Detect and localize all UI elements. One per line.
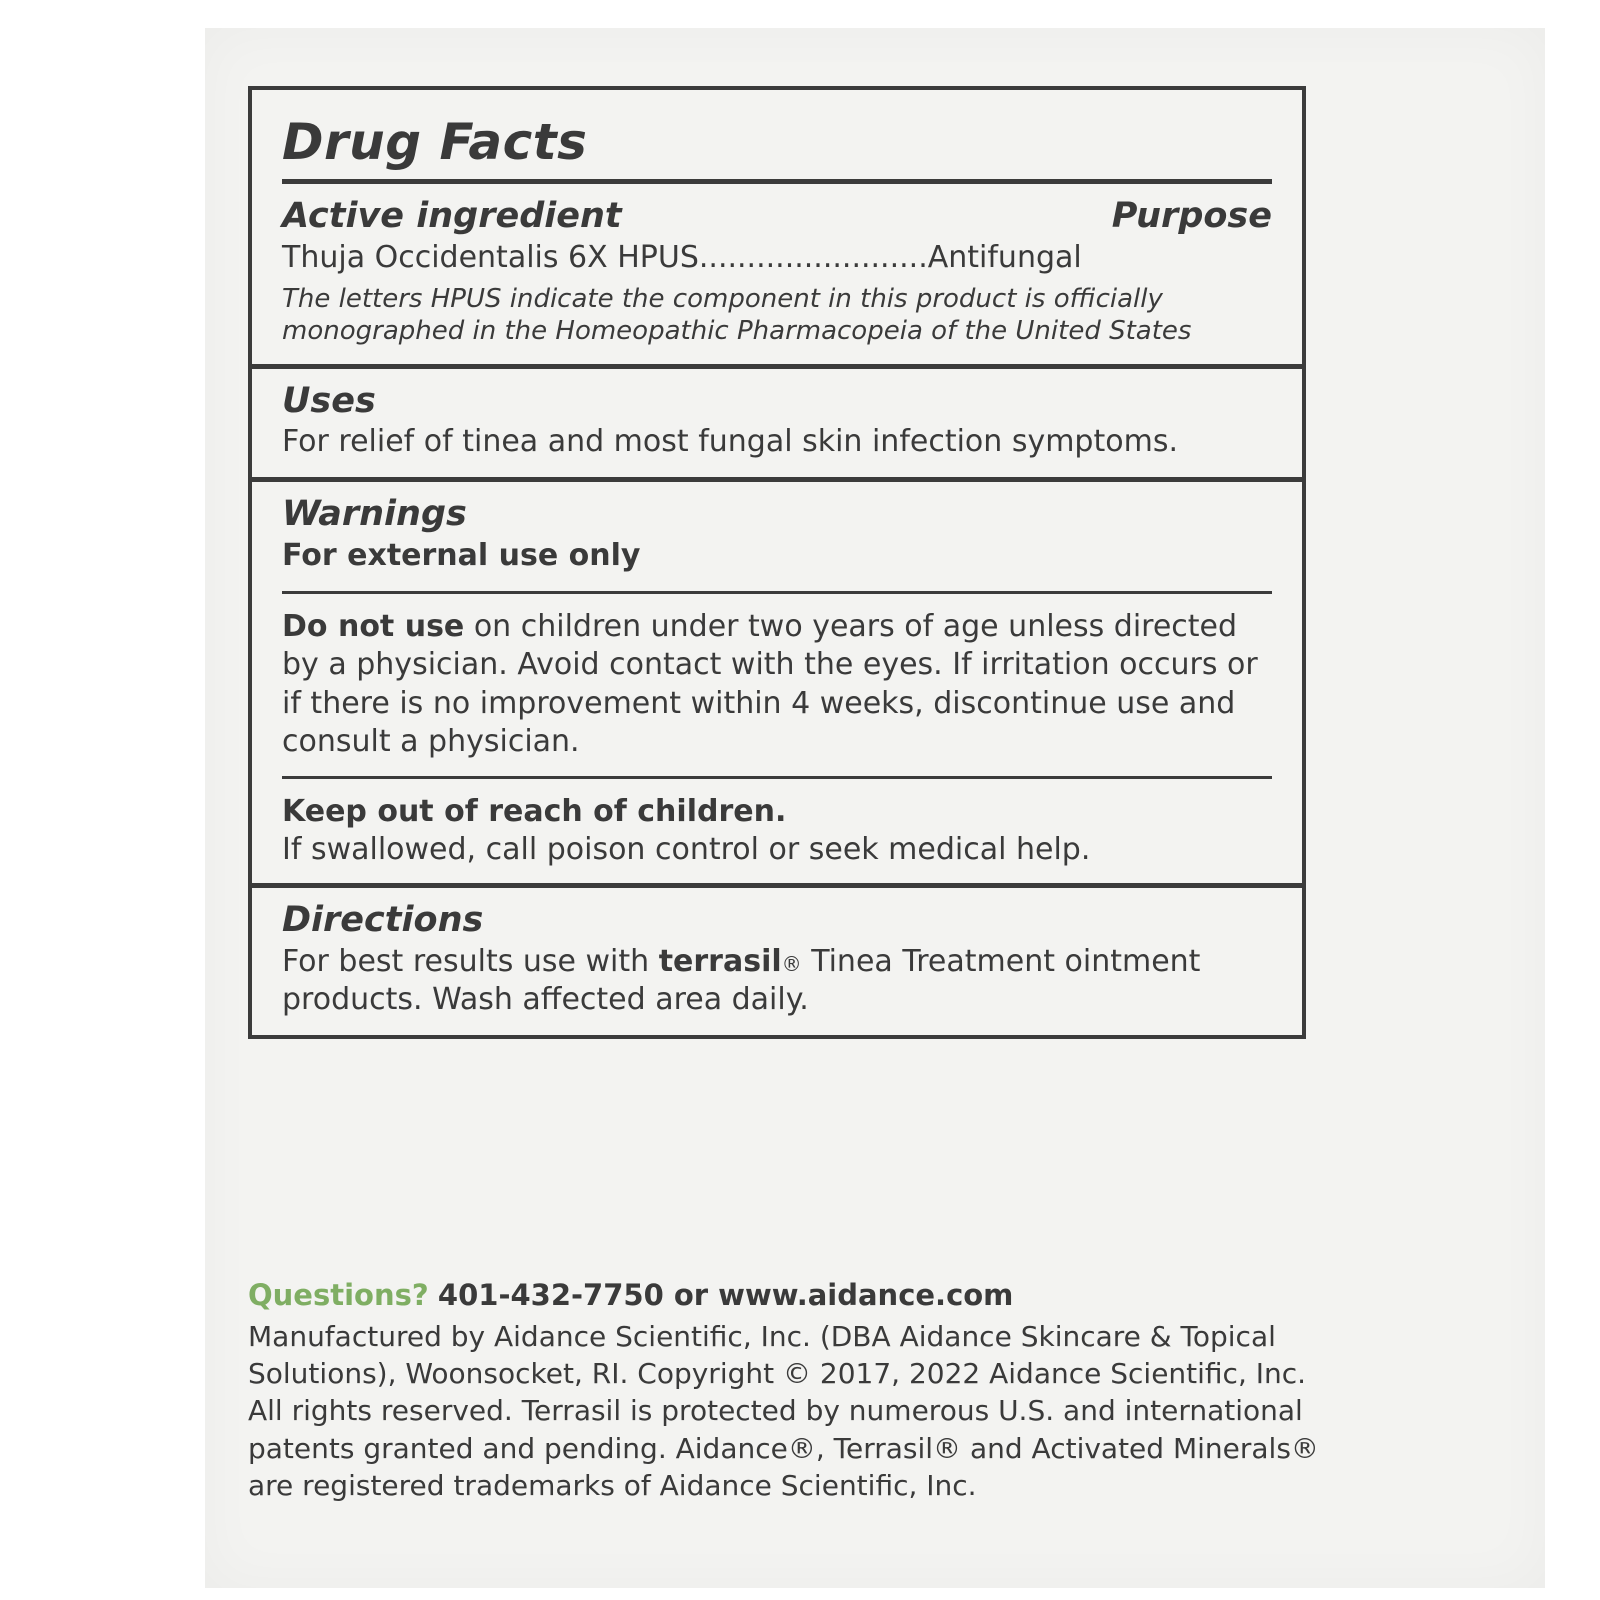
active-ingredient-line: Thuja Occidentalis 6X HPUS........................Antifungal xyxy=(282,239,1082,275)
uses-text: For relief of tinea and most fungal skin infection symptoms. xyxy=(282,424,1178,459)
directions-text-before: For best results use with xyxy=(282,943,659,979)
keep-out-text: If swallowed, call poison control or seek medical help. xyxy=(282,831,1091,867)
drug-facts-panel xyxy=(248,86,1306,1039)
warnings-do-not-use xyxy=(252,594,1302,776)
purpose-heading: Purpose xyxy=(1111,195,1272,236)
manufacturer-info: Manufactured by Aidance Scientific, Inc. (DBA Aidance Skincare & Topical Solutions), Woonsocket, RI. Copyright © 2017, 2022 Aidance Scientific, Inc. All rights reserved. Terrasil is protected by numerous U.S. and international patents granted and pending. Aidance®, Terrasil® and Activated Minerals® are registered trademarks of Aidance Scientific, Inc. xyxy=(248,1320,1319,1502)
uses-heading: Uses xyxy=(282,380,376,421)
brand-name: terrasil xyxy=(658,943,782,979)
directions-heading: Directions xyxy=(282,900,484,941)
directions-text-after: Tinea Treatment ointment products. Wash affected area daily. xyxy=(282,943,1201,1018)
section-uses xyxy=(252,369,1302,478)
section-active-ingredient xyxy=(252,184,1302,364)
do-not-use-text: on children under two years of age unless directed by a physician. Avoid contact with the eyes. If irritation occurs or if there is no improvement within 4 weeks, discontinue use and consult a physician. xyxy=(282,609,1258,760)
page-title: Drug Facts xyxy=(282,113,588,171)
warnings-keep-out xyxy=(252,779,1302,884)
keep-out-label: Keep out of reach of children. xyxy=(282,793,787,829)
label-footer xyxy=(248,1278,1328,1504)
active-ingredient-heading: Active ingredient xyxy=(282,195,622,236)
questions-line xyxy=(248,1278,1328,1312)
registered-mark: ® xyxy=(781,951,802,976)
section-warnings xyxy=(252,482,1302,591)
hpus-note: The letters HPUS indicate the component in this product is officially monographed in the Homeopathic Pharmacopeia of the United States xyxy=(282,283,1192,347)
section-directions xyxy=(252,888,1302,1035)
questions-label: Questions? xyxy=(248,1278,429,1312)
warnings-external-use: For external use only xyxy=(282,537,641,573)
do-not-use-label: Do not use xyxy=(282,609,465,645)
warnings-heading: Warnings xyxy=(282,494,467,535)
questions-contact: 401-432-7750 or www.aidance.com xyxy=(437,1278,1014,1312)
